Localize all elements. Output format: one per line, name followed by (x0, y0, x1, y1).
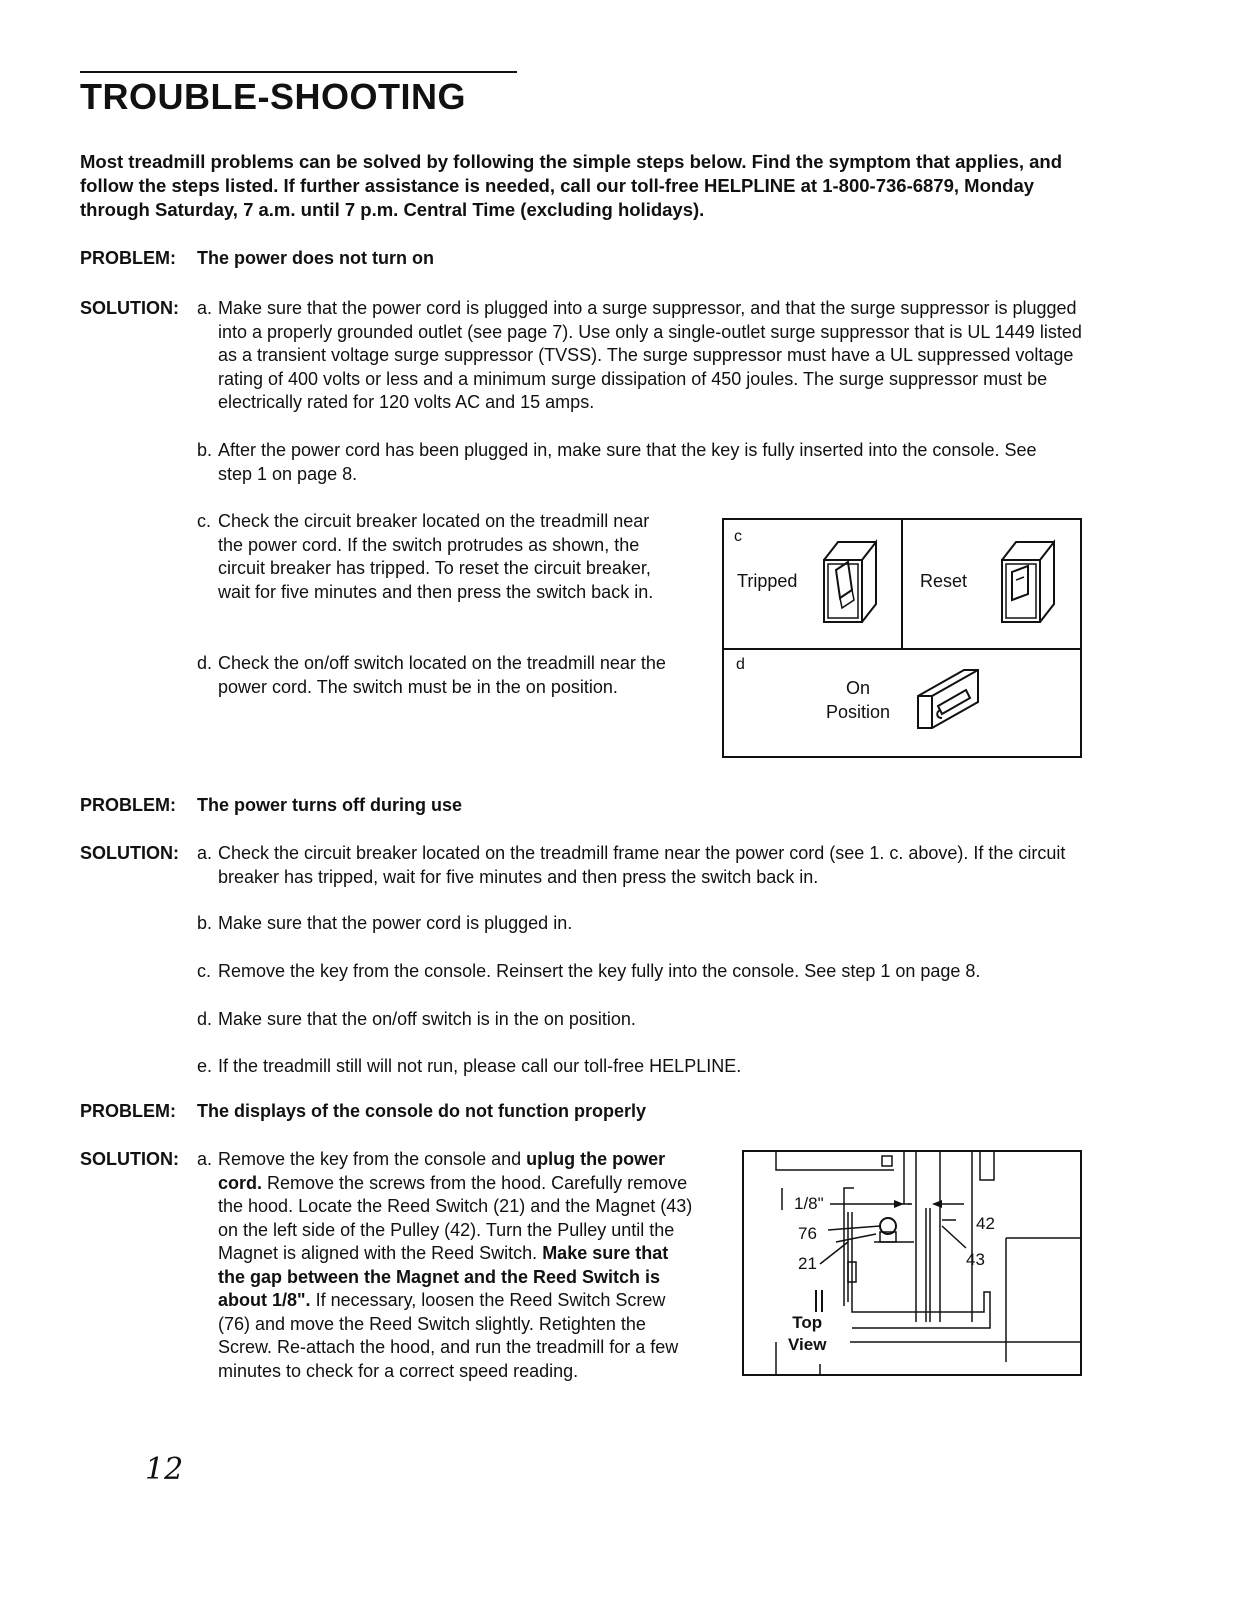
problem-label-3: PROBLEM: (80, 1101, 176, 1121)
page-number: 12 (145, 1452, 184, 1487)
solution-label-3: SOLUTION: (80, 1149, 179, 1169)
figure-label-d: d (736, 656, 745, 673)
step-1c (197, 510, 677, 604)
step-3a-part5: If necessary, loosen the Reed Switch Screw (76) and move the Reed Switch slightly. Retighten the Screw. Re-attach the hood, and run the treadmill for a few minutes to check for a correct speed reading. (218, 1290, 679, 1381)
step-3a-part4: Make sure that the gap between the Magnet and the Reed Switch is about 1/8". (218, 1243, 669, 1310)
step-3a-part2: uplug the power cord. (218, 1149, 666, 1193)
breaker-tripped-icon (818, 536, 882, 628)
label-43: 43 (966, 1250, 985, 1269)
step-text (218, 1148, 697, 1383)
step-text: If the treadmill still will not run, please call our toll-free HELPLINE. (218, 1056, 742, 1076)
step-text: Remove the key from the console. Reinsert the key fully into the console. See step 1 on page 8. (218, 961, 981, 981)
problem-label-2: PROBLEM: (80, 795, 176, 815)
top-view-label (788, 1312, 826, 1356)
step-key: b. (197, 913, 213, 933)
step-key: b. (197, 440, 213, 460)
top-text: Top (792, 1313, 823, 1332)
step-text: Check the circuit breaker located on the treadmill near the power cord. If the switch protrudes as shown, the circuit breaker has tripped. To reset the circuit breaker, wait for five minutes and then press the switch back in. (218, 511, 654, 602)
step-text: Check the on/off switch located on the treadmill near the power cord. The switch must be in the on position. (218, 653, 666, 697)
step-2a (197, 842, 1077, 889)
step-1a (197, 297, 1087, 415)
step-1d (197, 652, 677, 699)
figure-divider-v (901, 520, 903, 648)
step-key: d. (197, 1009, 213, 1029)
on-off-switch-icon (914, 662, 990, 734)
solution-label-1: SOLUTION: (80, 298, 179, 318)
step-3a-part3: Remove the screws from the hood. Carefully remove the hood. Locate the Reed Switch (21) and the Magnet (43) on the left side of the Pulley (42). Turn the Pulley until the Magnet is aligned with the Reed Switch. (218, 1172, 693, 1263)
step-text: Make sure that the on/off switch is in the on position. (218, 1009, 636, 1029)
solution-label-2: SOLUTION: (80, 843, 179, 863)
label-42: 42 (976, 1214, 995, 1233)
step-key: c. (197, 511, 212, 531)
step-key: d. (197, 653, 213, 673)
step-3a-part1: Remove the key from the console and (218, 1149, 527, 1169)
step-text: Check the circuit breaker located on the treadmill frame near the power cord (see 1. c. above). If the circuit breaker has tripped, wait for five minutes and then press the switch back in. (218, 843, 1066, 887)
view-text: View (788, 1335, 827, 1354)
tripped-label: Tripped (737, 571, 798, 591)
gap-label: 1/8" (794, 1194, 824, 1213)
reset-label: Reset (920, 571, 968, 591)
problem-3-text: The displays of the console do not function properly (197, 1101, 647, 1121)
step-text: Make sure that the power cord is plugged into a surge suppressor, and that the surge suppressor is plugged into a properly grounded outlet (see page 7). Use only a single-outlet surge suppressor that is UL 1449 listed as a transient voltage surge suppressor (TVSS). The surge suppressor must have a UL suppressed voltage rating of 400 volts or less and a minimum surge dissipation of 450 joules. The surge suppressor must be electrically rated for 120 volts AC and 15 amps. (218, 298, 1082, 412)
figure-divider-h (724, 648, 1080, 650)
step-key: a. (197, 843, 213, 863)
step-2c (197, 960, 1077, 984)
step-key: e. (197, 1056, 213, 1076)
step-key: c. (197, 961, 212, 981)
step-key: a. (197, 298, 213, 318)
label-76: 76 (798, 1224, 817, 1243)
breaker-reset-icon (996, 536, 1060, 628)
step-2e (197, 1055, 1077, 1079)
step-text: Make sure that the power cord is plugged in. (218, 913, 573, 933)
step-3a (197, 1148, 697, 1383)
step-1b (197, 439, 1057, 486)
position-text: Position (825, 702, 891, 722)
title-rule (80, 71, 517, 73)
label-21: 21 (798, 1254, 817, 1273)
intro-paragraph: Most treadmill problems can be solved by following the simple steps below. Find the symptom that applies, and follow the steps listed. If further assistance is needed, call our toll-free HELPLINE at 1-800-736-6879, Monday through Saturday, 7 a.m. until 7 p.m. Central Time (excluding holidays). (80, 151, 1063, 220)
step-key: a. (197, 1149, 213, 1169)
problem-label-1: PROBLEM: (80, 248, 176, 268)
on-position-label (788, 676, 928, 724)
problem-1-text: The power does not turn on (197, 248, 434, 268)
step-2d (197, 1008, 1077, 1032)
step-2b (197, 912, 1077, 936)
on-text: On (845, 678, 870, 698)
problem-2-text: The power turns off during use (197, 795, 462, 815)
figure-label-c: c (734, 528, 742, 545)
reed-switch-figure (742, 1150, 1082, 1376)
switch-figure (722, 518, 1082, 758)
step-text: After the power cord has been plugged in, make sure that the key is fully inserted into the console. See step 1 on page 8. (218, 440, 1037, 484)
page-title: TROUBLE-SHOOTING (80, 76, 466, 117)
